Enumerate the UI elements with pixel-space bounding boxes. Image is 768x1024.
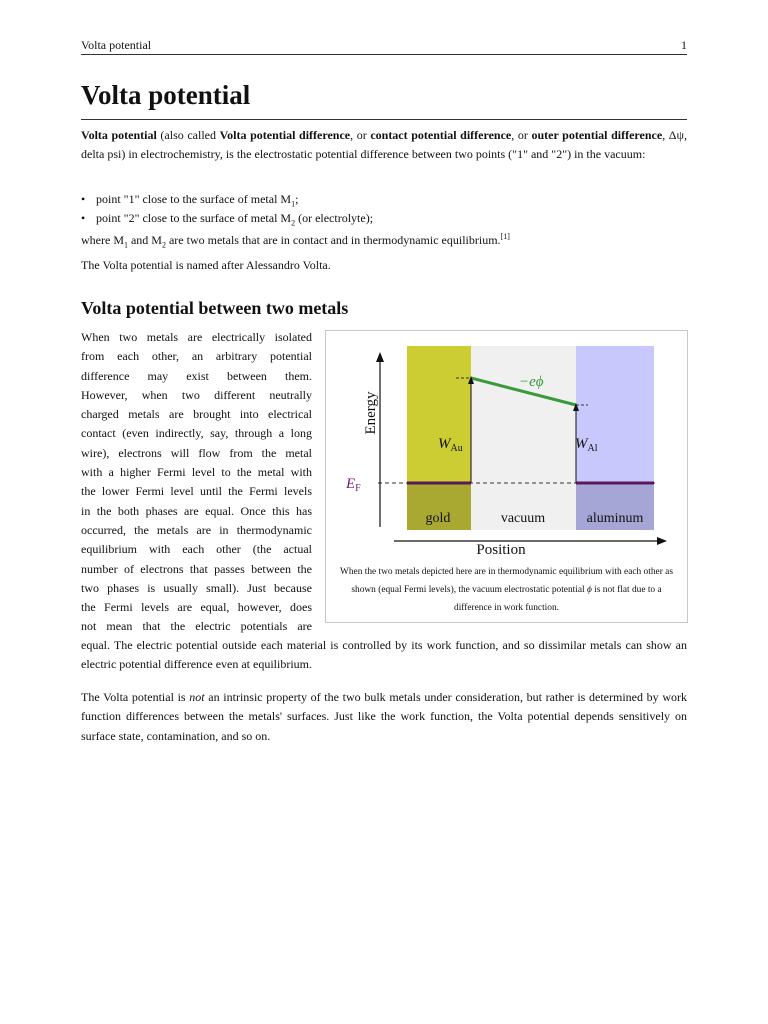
gold-label: gold xyxy=(425,511,451,526)
fermi-level-sub: F xyxy=(355,483,361,494)
intro-paragraph xyxy=(81,126,687,165)
energy-axis-label: Energy xyxy=(363,391,379,435)
para1-line: not mean that the electric potentials are xyxy=(81,619,312,634)
point-2-tail: (or electrolyte); xyxy=(295,211,374,226)
potential-label: −eϕ xyxy=(519,374,544,390)
caption-text-b: is not flat due to a difference in work function. xyxy=(454,585,662,613)
para1-line: number of electrons that passes between the xyxy=(81,561,312,576)
section-paragraph-continued xyxy=(81,636,687,675)
para1-line: difference may exist between them. xyxy=(81,368,312,383)
intro-alias-1: Volta potential difference xyxy=(219,128,351,142)
para1-line: wire), electrons will flow from the metal xyxy=(81,445,312,460)
where-text-a: where M xyxy=(81,233,124,247)
para1-continued-text: equal. The electric potential outside each material is controlled by its work function, and so dissimilar metals can show an electric potential difference even at equilibrium. xyxy=(81,638,687,672)
aluminum-region xyxy=(576,346,654,483)
work-function-al-sub: Al xyxy=(587,443,598,454)
para1-line: charged metals are brought into electrical xyxy=(81,407,312,422)
para2-emphasis: not xyxy=(189,690,205,704)
intro-term: Volta potential xyxy=(81,128,157,142)
caption-phi: ϕ xyxy=(586,585,592,595)
position-axis-label: Position xyxy=(476,542,526,558)
para2-text-b: an intrinsic property of the two bulk metals under consideration, but rather is determined by work function differences between the metals' surfaces. Just like the work function, the Volta potential depends sensitively on surface state, contamination, and so on. xyxy=(81,690,688,743)
where-paragraph xyxy=(81,231,687,250)
figure-caption xyxy=(332,563,681,617)
intro-text-1: (also called xyxy=(156,128,220,142)
section-paragraph-2 xyxy=(81,688,687,746)
work-function-gold-symbol: W xyxy=(438,436,451,452)
caption-text-a: When the two metals depicted here are in thermodynamic equilibrium with each other as shown (equal Fermi levels), the vacuum electrostatic potential xyxy=(340,567,673,595)
point-1-tail: ; xyxy=(295,192,299,206)
vacuum-label: vacuum xyxy=(500,511,546,526)
point-2-sub: 2 xyxy=(291,218,296,228)
intro-text-2: , or xyxy=(350,128,371,142)
running-header-title: Volta potential xyxy=(81,38,152,52)
energy-diagram-figure xyxy=(325,330,688,623)
where-text-b: and M xyxy=(127,233,162,247)
gold-region xyxy=(407,346,471,483)
running-header xyxy=(81,37,687,55)
article-title: Volta potential xyxy=(81,78,687,120)
intro-text-3: , or xyxy=(511,128,532,142)
energy-diagram xyxy=(326,331,687,561)
para1-line: contact (even indirectly, say, through a long xyxy=(81,426,312,441)
citation-link[interactable]: [1] xyxy=(500,232,510,241)
para1-line: However, when two different neutrally xyxy=(81,387,312,402)
para1-line: with a higher Fermi level to the metal with xyxy=(81,465,312,480)
position-axis-arrowhead xyxy=(657,537,667,545)
para1-line: the Fermi levels are equal, however, does xyxy=(81,600,312,615)
named-after-paragraph xyxy=(81,256,687,275)
page-number: 1 xyxy=(681,38,687,52)
para1-line: two phases is usually small). Just because xyxy=(81,580,312,595)
named-after-text: The Volta potential is named after Alessandro Volta. xyxy=(81,258,331,272)
para1-line: occurred, the metals are in thermodynamic xyxy=(81,522,312,537)
energy-axis-arrowhead xyxy=(376,352,384,362)
para1-line: When two metals are electrically isolated xyxy=(81,330,312,344)
fermi-level-symbol: E xyxy=(346,476,356,492)
intro-alias-2: contact potential difference xyxy=(370,128,512,142)
para1-line: in the both phases are equal. Once this has xyxy=(81,503,312,518)
fermi-level-label xyxy=(345,476,361,494)
point-1-text: point "1" close to the surface of metal M xyxy=(96,192,292,206)
para1-line: from each other, an arbitrary potential xyxy=(81,349,312,364)
work-function-gold-sub: Au xyxy=(450,443,463,454)
where-text-c: are two metals that are in contact and in thermodynamic equilibrium. xyxy=(165,233,501,247)
points-list xyxy=(81,190,687,229)
intro-alias-3: outer potential difference xyxy=(531,128,663,142)
aluminum-label: aluminum xyxy=(586,511,644,526)
section-paragraph-wrapped xyxy=(81,328,312,637)
intro-text-4: , Δψ, delta psi) in electrochemistry, is the electrostatic potential difference between two points ("1" and "2") in the vacuum: xyxy=(81,128,688,162)
where-sub-2: 2 xyxy=(161,240,166,250)
para2-text-a: The Volta potential is xyxy=(81,690,190,704)
para1-line: the lower Fermi level until the Fermi levels xyxy=(81,484,312,499)
section-heading: Volta potential between two metals xyxy=(81,298,349,318)
work-function-al-symbol: W xyxy=(575,436,588,452)
list-item xyxy=(81,190,687,209)
point-2-text: point "2" close to the surface of metal M xyxy=(96,211,292,226)
where-sub-1: 1 xyxy=(123,240,128,250)
para1-line: equilibrium with each other (the actual xyxy=(81,542,312,557)
list-item xyxy=(81,209,687,228)
point-1-sub: 1 xyxy=(291,199,296,209)
